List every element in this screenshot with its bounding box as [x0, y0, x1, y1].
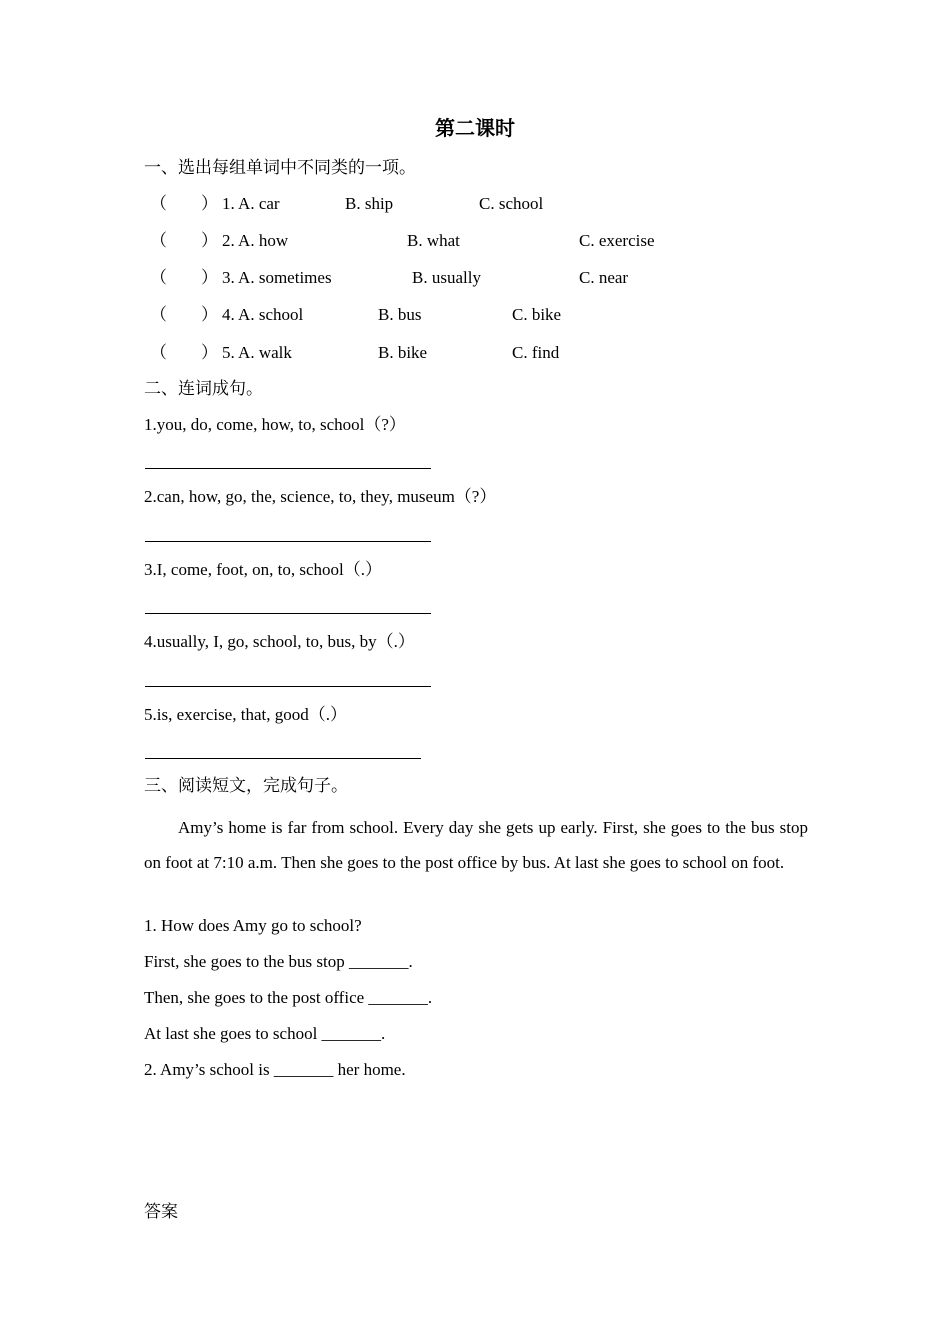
option-b: B. bike: [378, 343, 428, 362]
answer-paren[interactable]: （ ）: [150, 231, 218, 250]
section1-heading: 一、选出每组单词中不同类的一项。: [144, 158, 416, 177]
option-c: C. near: [579, 268, 629, 287]
page-title: 第二课时: [435, 118, 515, 140]
answer-paren[interactable]: （ ）: [150, 268, 218, 287]
answer-label: 答案: [144, 1202, 178, 1221]
option-b: B. what: [407, 231, 460, 250]
option-c: C. exercise: [579, 231, 655, 250]
option-c: C. find: [512, 343, 560, 362]
answer-line-3[interactable]: [145, 613, 431, 614]
fill-blank-1[interactable]: First, she goes to the bus stop _______.: [144, 952, 413, 971]
fill-blank-2[interactable]: Then, she goes to the post office _______.: [144, 988, 433, 1007]
answer-line-2[interactable]: [145, 541, 431, 542]
section3-heading: 三、阅读短文，完成句子。: [144, 776, 348, 795]
option-b: B. usually: [412, 268, 481, 287]
sentence-prompt-3: 3.I, come, foot, on, to, school（.）: [144, 560, 382, 579]
option-a: 2. A. how: [222, 231, 289, 250]
section2-heading: 二、连词成句。: [144, 379, 263, 398]
question-1: 1. How does Amy go to school?: [144, 916, 362, 935]
sentence-prompt-4: 4.usually, I, go, school, to, bus, by（.）: [144, 632, 415, 651]
fill-blank-3[interactable]: At last she goes to school _______.: [144, 1024, 386, 1043]
question-2[interactable]: 2. Amy’s school is _______ her home.: [144, 1060, 406, 1079]
answer-paren[interactable]: （ ）: [150, 305, 218, 324]
answer-paren[interactable]: （ ）: [150, 343, 218, 362]
option-a: 1. A. car: [222, 194, 280, 213]
option-c: C. bike: [512, 305, 562, 324]
answer-line-4[interactable]: [145, 686, 431, 687]
option-a: 5. A. walk: [222, 343, 292, 362]
option-a: 3. A. sometimes: [222, 268, 332, 287]
answer-line-5[interactable]: [145, 758, 421, 759]
option-c: C. school: [479, 194, 544, 213]
sentence-prompt-2: 2.can, how, go, the, science, to, they, museum（?）: [144, 487, 497, 506]
answer-paren[interactable]: （ ）: [150, 194, 218, 213]
sentence-prompt-5: 5.is, exercise, that, good（.）: [144, 705, 348, 724]
option-b: B. bus: [378, 305, 422, 324]
reading-passage: Amy’s home is far from school. Every day she gets up early. First, she goes to the bus stop on foot at 7:10 a.m. Then she goes to the post office by bus. At last she goes to school on foot.: [144, 818, 808, 872]
option-a: 4. A. school: [222, 305, 304, 324]
answer-line-1[interactable]: [145, 468, 431, 469]
option-b: B. ship: [345, 194, 394, 213]
sentence-prompt-1: 1.you, do, come, how, to, school（?）: [144, 415, 406, 434]
